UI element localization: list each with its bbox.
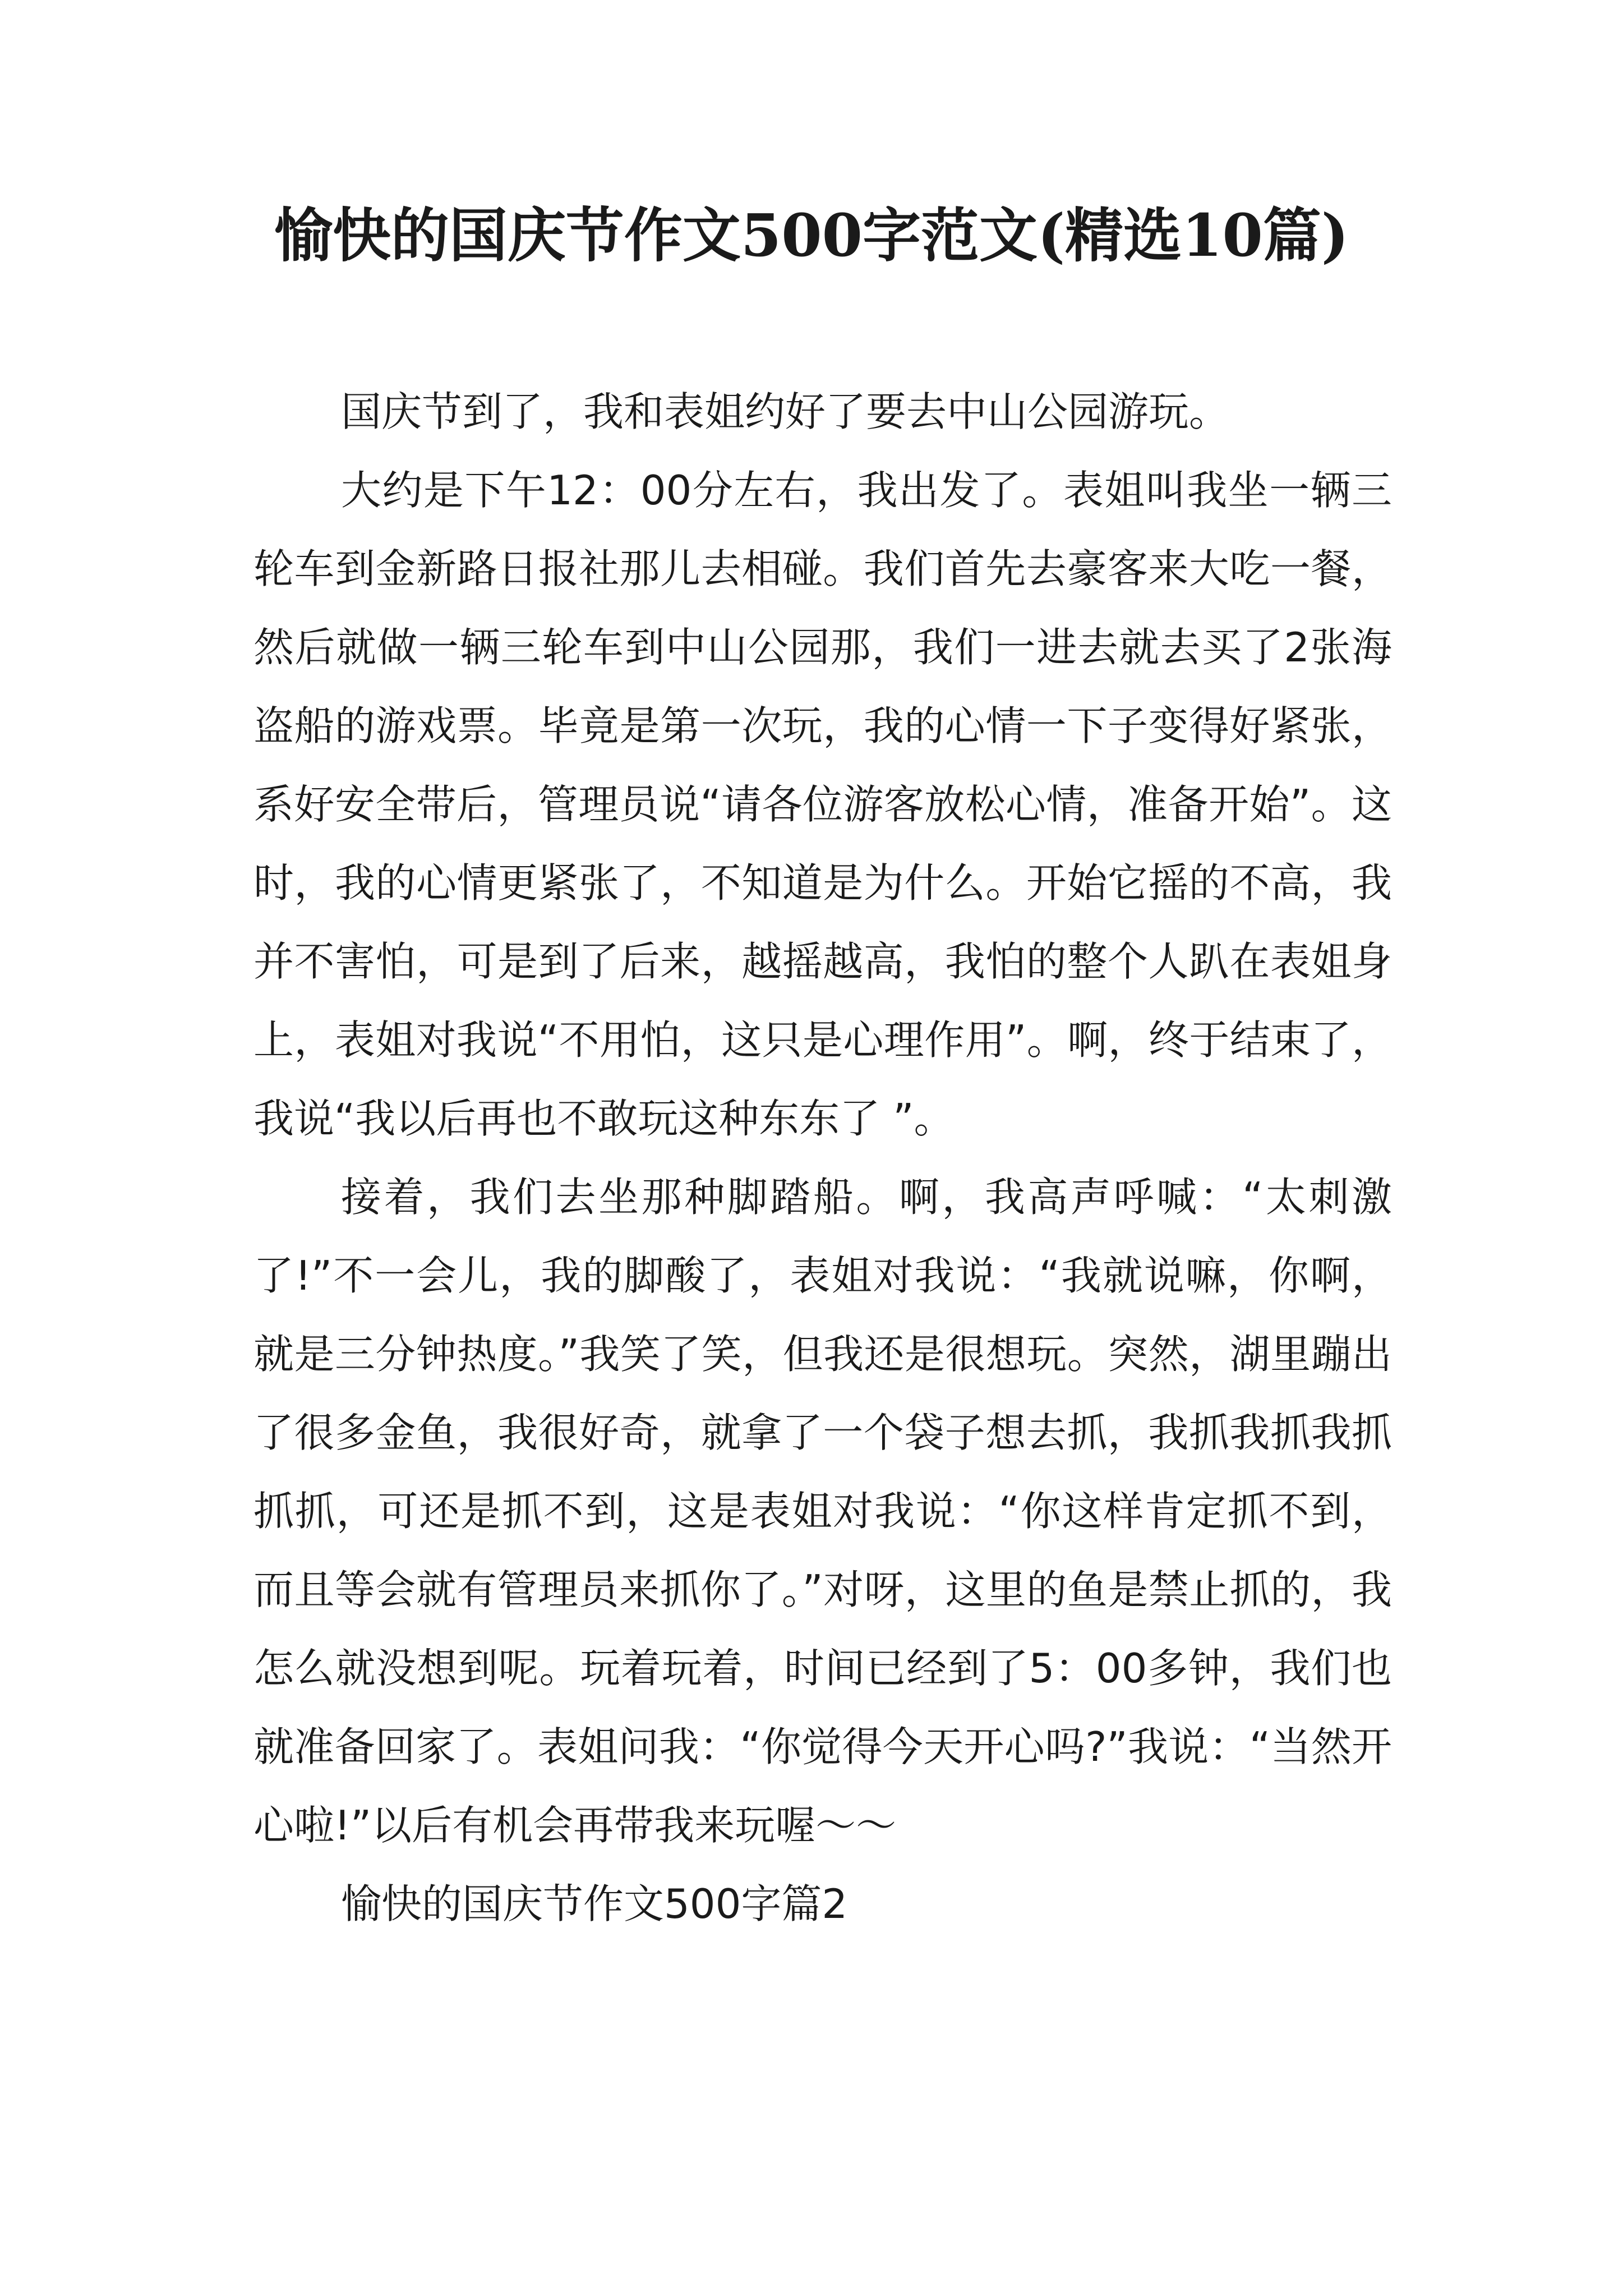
document-title: 愉快的国庆节作文500字范文(精选10篇): [274, 201, 1349, 270]
paragraph-intro: 国庆节到了，我和表姐约好了要去中山公园游玩。: [341, 388, 1230, 435]
paragraph-pirate-ship: 大约是下午12：00分左右，我出发了。表姐叫我坐一辆三轮车到金新路日报社那儿去相碰。我们首先去豪客来大吃一餐，然后就做一辆三轮车到中山公园那，我们一进去就去买了2张海盗船的游戏票。毕竟是第一次玩，我的心情一下子变得好紧张，系好安全带后，管理员说“请各位游客放松心情，准备开始”。这时，我的心情更紧张了，不知道是为什么。开始它摇的不高，我并不害怕，可是到了后来，越摇越高，我怕的整个人趴在表姐身上，表姐对我说“不用怕，这只是心理作用”。啊，终于结束了，我说“我以后再也不敢玩这种东东了 ”。: [253, 467, 1392, 1142]
paragraph-pedal-boat: 接着，我们去坐那种脚踏船。啊，我高声呼喊：“太刺激了!”不一会儿，我的脚酸了，表姐对我说：“我就说嘛，你啊，就是三分钟热度。”我笑了笑，但我还是很想玩。突然，湖里蹦出了很多金鱼，我很好奇，就拿了一个袋子想去抓，我抓我抓我抓抓抓，可还是抓不到，这是表姐对我说：“你这样肯定抓不到，而且等会就有管理员来抓你了。”对呀，这里的鱼是禁止抓的，我怎么就没想到呢。玩着玩着，时间已经到了5：00多钟，我们也就准备回家了。表姐问我：“你觉得今天开心吗?”我说：“当然开心啦!”以后有机会再带我来玩喔～～: [253, 1174, 1392, 1849]
section-heading: 愉快的国庆节作文500字篇2: [341, 1880, 848, 1927]
document-body: [253, 372, 1392, 1943]
